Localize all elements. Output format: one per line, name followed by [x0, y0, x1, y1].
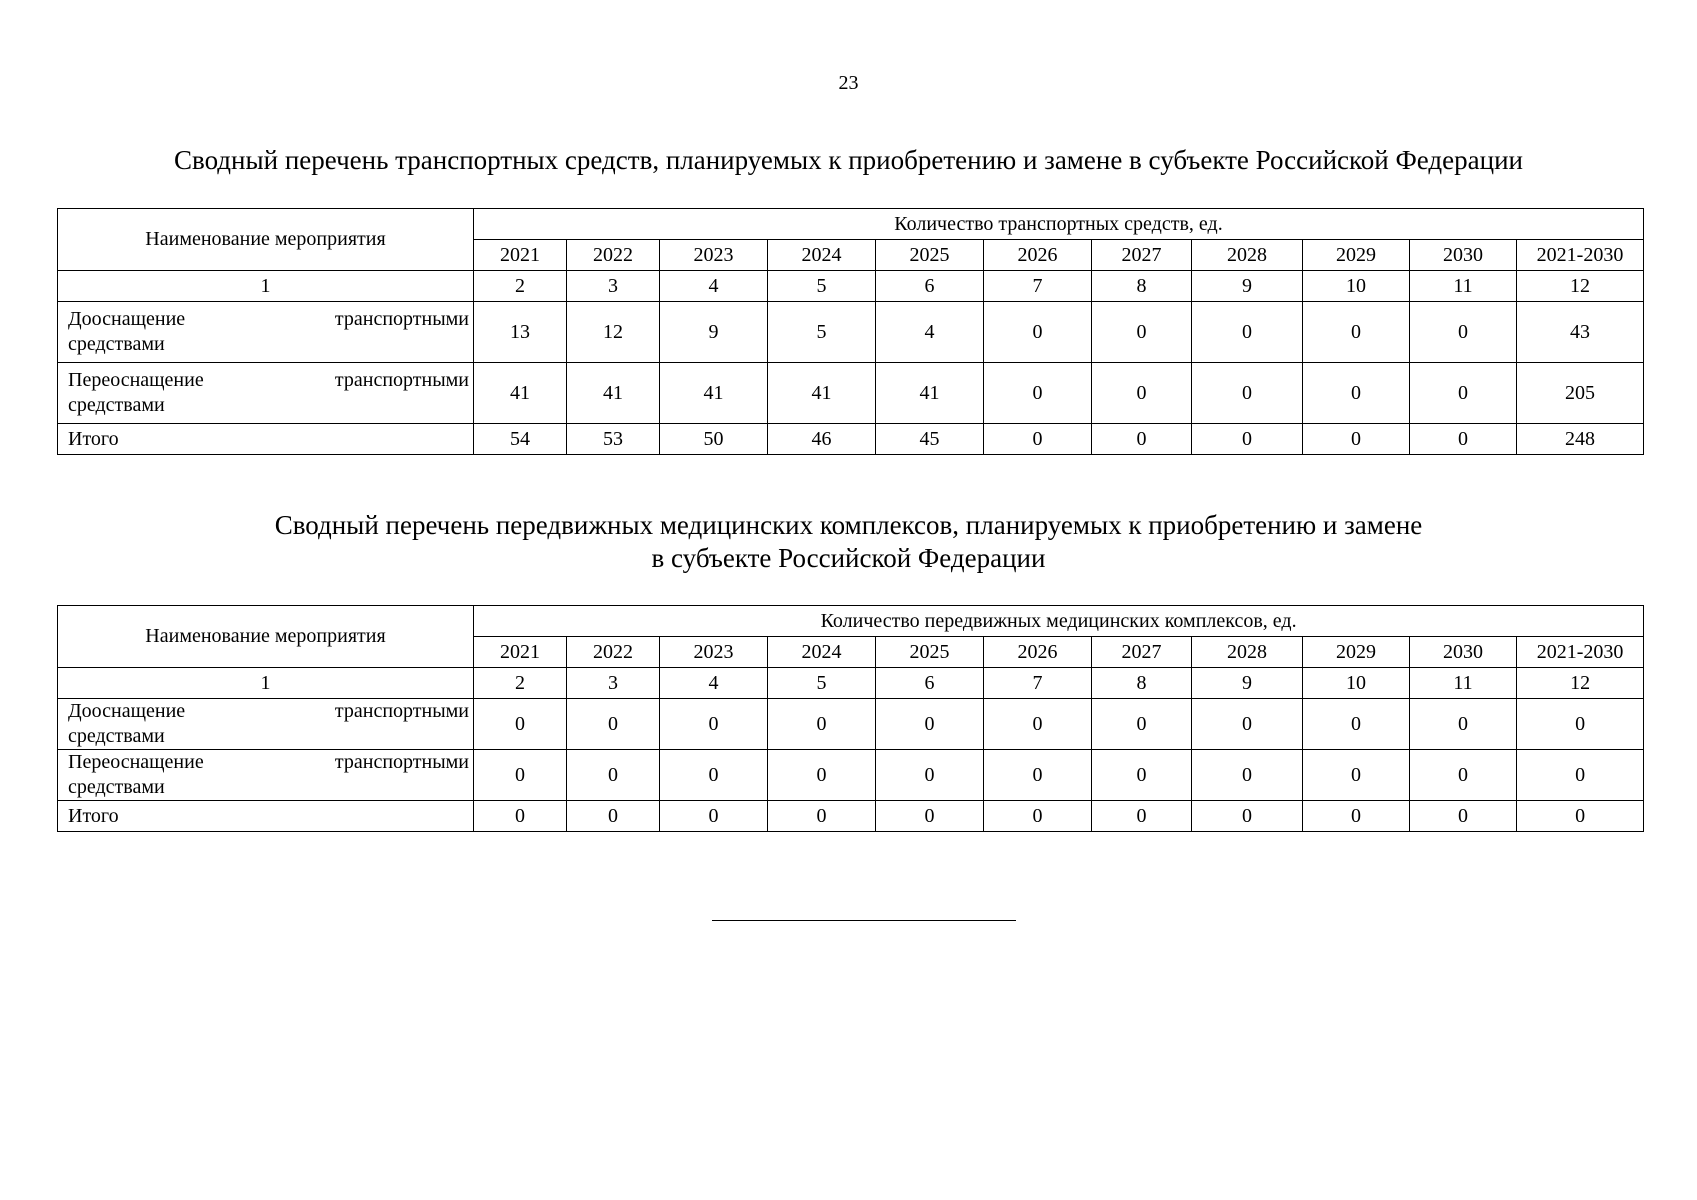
total-value: 0: [660, 801, 768, 832]
medical-complexes-table: [57, 605, 1644, 832]
total-value: 0: [567, 801, 660, 832]
total-value: 0: [1517, 801, 1644, 832]
year-header: 2028: [1192, 637, 1303, 668]
group-header: Количество передвижных медицинских комплексов, ед.: [474, 606, 1644, 637]
value-cell: 41: [474, 363, 567, 424]
value-cell: 0: [1410, 302, 1517, 363]
value-cell: 0: [984, 750, 1092, 801]
total-label: Итого: [58, 424, 474, 455]
group-header: Количество транспортных средств, ед.: [474, 209, 1644, 240]
value-cell: 0: [1303, 302, 1410, 363]
year-header: 2028: [1192, 240, 1303, 271]
total-value: 0: [1410, 424, 1517, 455]
value-cell: 0: [1410, 363, 1517, 424]
value-cell: 4: [876, 302, 984, 363]
value-cell: 0: [660, 699, 768, 750]
value-cell: 0: [660, 750, 768, 801]
row-name: [58, 363, 474, 424]
year-header: 2029: [1303, 637, 1410, 668]
row-name-part: средствами: [68, 776, 165, 798]
name-column-header: Наименование мероприятия: [58, 209, 474, 271]
value-cell: 0: [567, 699, 660, 750]
total-value: 0: [1192, 801, 1303, 832]
column-number: 11: [1410, 271, 1517, 302]
value-cell: 41: [567, 363, 660, 424]
value-cell: 0: [1303, 363, 1410, 424]
value-cell: 205: [1517, 363, 1644, 424]
row-name-part: средствами: [68, 394, 165, 416]
total-value: 0: [1303, 424, 1410, 455]
end-rule-divider: [712, 920, 1016, 921]
row-name-part: транспортными: [334, 369, 469, 391]
value-cell: 0: [474, 750, 567, 801]
year-header: 2024: [768, 637, 876, 668]
value-cell: 0: [1410, 699, 1517, 750]
value-cell: 41: [768, 363, 876, 424]
total-value: 0: [984, 424, 1092, 455]
value-cell: 0: [1092, 699, 1192, 750]
value-cell: 0: [567, 750, 660, 801]
column-number: 6: [876, 271, 984, 302]
vehicles-table: [57, 208, 1644, 455]
name-column-header: Наименование мероприятия: [58, 606, 474, 668]
year-header: 2021: [474, 240, 567, 271]
page-number: 23: [838, 72, 859, 94]
total-value: 0: [984, 801, 1092, 832]
year-header: 2023: [660, 637, 768, 668]
value-cell: 0: [1192, 302, 1303, 363]
year-header: 2022: [567, 637, 660, 668]
row-name: [58, 750, 474, 801]
row-name-part: Дооснащение: [68, 700, 186, 722]
value-cell: 0: [984, 699, 1092, 750]
year-header: 2021-2030: [1517, 637, 1644, 668]
column-number: 6: [876, 668, 984, 699]
row-name-part: транспортными: [334, 700, 469, 722]
table-row: [58, 750, 1644, 801]
column-number: 2: [474, 668, 567, 699]
section-title-line: Сводный перечень транспортных средств, планируемых к приобретению и замене в субъекте Российской Федерации: [174, 145, 1523, 175]
value-cell: 13: [474, 302, 567, 363]
section-title-vehicles: [0, 144, 1697, 177]
section-title-line: Сводный перечень передвижных медицинских комплексов, планируемых к приобретению и замене: [274, 510, 1423, 540]
year-header: 2030: [1410, 240, 1517, 271]
value-cell: 12: [567, 302, 660, 363]
row-name: [58, 699, 474, 750]
total-value: 50: [660, 424, 768, 455]
column-number: 4: [660, 668, 768, 699]
value-cell: 9: [660, 302, 768, 363]
total-value: 54: [474, 424, 567, 455]
year-header: 2021-2030: [1517, 240, 1644, 271]
value-cell: 0: [1303, 750, 1410, 801]
value-cell: 0: [1192, 699, 1303, 750]
total-row: [58, 801, 1644, 832]
column-number: 7: [984, 668, 1092, 699]
row-name-part: Дооснащение: [68, 308, 186, 330]
total-label: Итого: [58, 801, 474, 832]
header-row: [58, 209, 1644, 240]
value-cell: 41: [876, 363, 984, 424]
year-header: 2021: [474, 637, 567, 668]
value-cell: 41: [660, 363, 768, 424]
row-name-part: Переоснащение: [68, 751, 204, 773]
value-cell: 0: [768, 699, 876, 750]
year-header: 2027: [1092, 240, 1192, 271]
year-header: 2030: [1410, 637, 1517, 668]
table-row: [58, 699, 1644, 750]
column-number: 5: [768, 668, 876, 699]
value-cell: 0: [1092, 302, 1192, 363]
value-cell: 43: [1517, 302, 1644, 363]
column-number: 9: [1192, 271, 1303, 302]
value-cell: 0: [474, 699, 567, 750]
total-value: 46: [768, 424, 876, 455]
column-number: 2: [474, 271, 567, 302]
column-number: 12: [1517, 668, 1644, 699]
column-numbers-row: [58, 271, 1644, 302]
total-value: 53: [567, 424, 660, 455]
row-name-part: средствами: [68, 333, 165, 355]
value-cell: 0: [876, 699, 984, 750]
year-header: 2026: [984, 637, 1092, 668]
column-number: 7: [984, 271, 1092, 302]
year-header: 2027: [1092, 637, 1192, 668]
year-header: 2026: [984, 240, 1092, 271]
year-header: 2029: [1303, 240, 1410, 271]
total-value: 45: [876, 424, 984, 455]
value-cell: 0: [768, 750, 876, 801]
year-header: 2025: [876, 637, 984, 668]
value-cell: 0: [1192, 363, 1303, 424]
total-value: 0: [1192, 424, 1303, 455]
section-title-line: в субъекте Российской Федерации: [651, 543, 1046, 573]
year-header: 2025: [876, 240, 984, 271]
value-cell: 0: [1517, 750, 1644, 801]
column-number: 4: [660, 271, 768, 302]
total-value: 0: [474, 801, 567, 832]
column-number: 11: [1410, 668, 1517, 699]
value-cell: 0: [1517, 699, 1644, 750]
total-value: 248: [1517, 424, 1644, 455]
column-number: 12: [1517, 271, 1644, 302]
table-row: [58, 302, 1644, 363]
total-value: 0: [1303, 801, 1410, 832]
column-number: 10: [1303, 271, 1410, 302]
value-cell: 0: [1092, 750, 1192, 801]
year-header: 2022: [567, 240, 660, 271]
row-name-part: средствами: [68, 725, 165, 747]
total-value: 0: [1092, 801, 1192, 832]
total-row: [58, 424, 1644, 455]
row-name: [58, 302, 474, 363]
row-name-part: транспортными: [334, 751, 469, 773]
total-value: 0: [876, 801, 984, 832]
column-number: 1: [58, 668, 474, 699]
value-cell: 0: [1092, 363, 1192, 424]
header-row: [58, 606, 1644, 637]
column-numbers-row: [58, 668, 1644, 699]
value-cell: 0: [1192, 750, 1303, 801]
value-cell: 0: [876, 750, 984, 801]
value-cell: 0: [984, 363, 1092, 424]
year-header: 2024: [768, 240, 876, 271]
row-name-part: Переоснащение: [68, 369, 204, 391]
column-number: 8: [1092, 668, 1192, 699]
column-number: 5: [768, 271, 876, 302]
section-title-medical-complexes: [0, 509, 1697, 575]
column-number: 3: [567, 668, 660, 699]
total-value: 0: [768, 801, 876, 832]
column-number: 10: [1303, 668, 1410, 699]
table-row: [58, 363, 1644, 424]
value-cell: 5: [768, 302, 876, 363]
total-value: 0: [1410, 801, 1517, 832]
value-cell: 0: [984, 302, 1092, 363]
column-number: 3: [567, 271, 660, 302]
total-value: 0: [1092, 424, 1192, 455]
year-header: 2023: [660, 240, 768, 271]
value-cell: 0: [1303, 699, 1410, 750]
column-number: 9: [1192, 668, 1303, 699]
column-number: 8: [1092, 271, 1192, 302]
row-name-part: транспортными: [334, 308, 469, 330]
column-number: 1: [58, 271, 474, 302]
value-cell: 0: [1410, 750, 1517, 801]
